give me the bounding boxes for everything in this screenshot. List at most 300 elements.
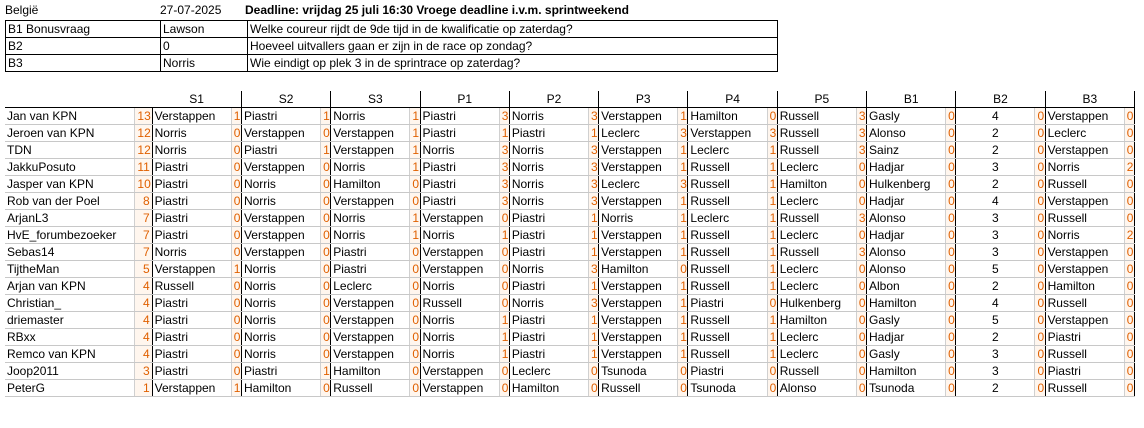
prediction-value: 2 — [956, 278, 1035, 295]
prediction-value: Norris — [241, 176, 320, 193]
prediction-points: 0 — [946, 142, 956, 159]
prediction-points: 3 — [499, 176, 509, 193]
prediction-value: Russell — [420, 295, 499, 312]
prediction-value: Norris — [241, 346, 320, 363]
prediction-value: Alonso — [867, 261, 946, 278]
prediction-value: Piastri — [331, 244, 410, 261]
prediction-points: 3 — [588, 159, 598, 176]
prediction-value: 2 — [956, 329, 1035, 346]
column-header-b3: B3 — [1045, 91, 1134, 108]
prediction-points: 0 — [410, 176, 420, 193]
prediction-value: Leclerc — [599, 176, 678, 193]
prediction-points: 0 — [1124, 295, 1134, 312]
player-row — [5, 227, 1135, 244]
prediction-value: Piastri — [420, 108, 499, 125]
prediction-points: 2 — [1124, 159, 1134, 176]
prediction-value: Hamilton — [1045, 278, 1124, 295]
prediction-points: 0 — [856, 295, 866, 312]
prediction-points: 3 — [856, 244, 866, 261]
player-name: driemaster — [5, 312, 135, 329]
prediction-value: Hamilton — [331, 363, 410, 380]
prediction-value: Verstappen — [420, 363, 499, 380]
prediction-value: Verstappen — [599, 295, 678, 312]
prediction-points: 0 — [231, 210, 241, 227]
prediction-value: Verstappen — [1045, 108, 1124, 125]
prediction-value: Piastri — [152, 346, 231, 363]
prediction-points: 0 — [678, 380, 688, 397]
prediction-points: 0 — [499, 278, 509, 295]
prediction-points: 1 — [499, 329, 509, 346]
prediction-points: 3 — [499, 193, 509, 210]
player-row — [5, 312, 1135, 329]
prediction-value: Leclerc — [777, 159, 856, 176]
player-row — [5, 125, 1135, 142]
prediction-points: 1 — [767, 210, 777, 227]
prediction-value: Verstappen — [420, 210, 499, 227]
player-name: Christian_ — [5, 295, 135, 312]
prediction-value: Norris — [1045, 159, 1124, 176]
prediction-value: Piastri — [152, 295, 231, 312]
prediction-points: 0 — [856, 312, 866, 329]
prediction-value: 4 — [956, 108, 1035, 125]
prediction-points: 3 — [588, 295, 598, 312]
player-name: RBxx — [5, 329, 135, 346]
prediction-points: 0 — [231, 125, 241, 142]
prediction-value: Gasly — [867, 108, 946, 125]
prediction-points: 3 — [588, 142, 598, 159]
prediction-points: 0 — [856, 193, 866, 210]
prediction-value: Verstappen — [152, 108, 231, 125]
prediction-points: 0 — [856, 346, 866, 363]
prediction-value: Piastri — [688, 363, 767, 380]
prediction-value: Tsunoda — [688, 380, 767, 397]
prediction-value: Verstappen — [599, 227, 678, 244]
country-label: België — [5, 3, 39, 17]
bonus-answer: 0 — [161, 38, 248, 55]
prediction-value: 4 — [956, 193, 1035, 210]
prediction-points: 0 — [678, 363, 688, 380]
prediction-value: Piastri — [509, 346, 588, 363]
column-header-b2: B2 — [956, 91, 1045, 108]
prediction-points: 1 — [678, 210, 688, 227]
prediction-value: Piastri — [152, 363, 231, 380]
prediction-points: 1 — [678, 278, 688, 295]
player-row — [5, 363, 1135, 380]
prediction-value: Leclerc — [777, 278, 856, 295]
prediction-value: 5 — [956, 261, 1035, 278]
prediction-value: Norris — [509, 159, 588, 176]
prediction-value: Norris — [420, 329, 499, 346]
prediction-value: 3 — [956, 210, 1035, 227]
prediction-points: 0 — [767, 108, 777, 125]
prediction-value: Piastri — [420, 176, 499, 193]
prediction-points: 1 — [678, 159, 688, 176]
prediction-points: 0 — [588, 363, 598, 380]
prediction-value: Verstappen — [331, 295, 410, 312]
prediction-points: 1 — [678, 346, 688, 363]
prediction-points: 0 — [856, 176, 866, 193]
prediction-points: 0 — [1124, 346, 1134, 363]
prediction-points: 1 — [231, 261, 241, 278]
player-total: 11 — [135, 159, 152, 176]
prediction-points: 1 — [678, 142, 688, 159]
prediction-value: Hadjar — [867, 329, 946, 346]
prediction-value: Hulkenberg — [777, 295, 856, 312]
prediction-value: Russell — [1045, 295, 1124, 312]
column-header-s3: S3 — [331, 91, 420, 108]
prediction-value: Hadjar — [867, 193, 946, 210]
prediction-points: 1 — [678, 193, 688, 210]
bonus-answer: Lawson — [161, 21, 248, 38]
prediction-points: 1 — [410, 159, 420, 176]
prediction-value: Russell — [1045, 380, 1124, 397]
prediction-points: 0 — [1124, 312, 1134, 329]
prediction-value: Verstappen — [331, 312, 410, 329]
prediction-points: 0 — [1124, 125, 1134, 142]
player-name: Jan van KPN — [5, 108, 135, 125]
player-row — [5, 193, 1135, 210]
bonus-code: B3 — [6, 55, 161, 72]
prediction-value: Verstappen — [420, 261, 499, 278]
player-total: 4 — [135, 278, 152, 295]
prediction-points: 0 — [321, 210, 331, 227]
prediction-points: 0 — [1035, 193, 1045, 210]
prediction-points: 1 — [767, 278, 777, 295]
prediction-value: Norris — [241, 193, 320, 210]
prediction-points: 0 — [856, 159, 866, 176]
prediction-value: Leclerc — [777, 329, 856, 346]
prediction-value: 3 — [956, 159, 1035, 176]
prediction-value: Piastri — [152, 312, 231, 329]
prediction-points: 0 — [856, 261, 866, 278]
prediction-value: Verstappen — [331, 125, 410, 142]
prediction-value: Piastri — [152, 210, 231, 227]
prediction-points: 0 — [410, 244, 420, 261]
prediction-points: 0 — [321, 295, 331, 312]
prediction-points: 0 — [856, 227, 866, 244]
prediction-points: 0 — [1035, 278, 1045, 295]
date-label: 27-07-2025 — [160, 3, 222, 17]
prediction-value: Verstappen — [152, 380, 231, 397]
player-name: HvE_forumbezoeker — [5, 227, 135, 244]
player-total: 7 — [135, 210, 152, 227]
prediction-points: 0 — [231, 363, 241, 380]
player-total: 5 — [135, 261, 152, 278]
prediction-value: Russell — [777, 142, 856, 159]
prediction-points: 0 — [321, 244, 331, 261]
prediction-points: 0 — [1124, 108, 1134, 125]
prediction-value: Russell — [1045, 346, 1124, 363]
prediction-points: 0 — [231, 244, 241, 261]
prediction-value: 2 — [956, 176, 1035, 193]
player-total: 4 — [135, 295, 152, 312]
player-row — [5, 108, 1135, 125]
prediction-points: 1 — [678, 108, 688, 125]
bonus-row — [6, 55, 778, 72]
column-header-b1: B1 — [867, 91, 956, 108]
prediction-value: Alonso — [867, 210, 946, 227]
prediction-points: 0 — [410, 346, 420, 363]
prediction-points: 0 — [1035, 210, 1045, 227]
prediction-points: 0 — [1035, 142, 1045, 159]
prediction-value: Norris — [509, 261, 588, 278]
prediction-points: 0 — [946, 261, 956, 278]
prediction-value: Russell — [777, 210, 856, 227]
prediction-points: 0 — [946, 176, 956, 193]
prediction-value: Piastri — [152, 227, 231, 244]
prediction-value: Hamilton — [867, 363, 946, 380]
player-name: Jeroen van KPN — [5, 125, 135, 142]
prediction-value: Russell — [688, 312, 767, 329]
prediction-points: 1 — [678, 312, 688, 329]
prediction-points: 1 — [410, 210, 420, 227]
prediction-value: Norris — [509, 142, 588, 159]
player-name: Remco van KPN — [5, 346, 135, 363]
prediction-value: Norris — [420, 312, 499, 329]
prediction-points: 0 — [1035, 227, 1045, 244]
prediction-points: 0 — [946, 278, 956, 295]
prediction-points: 0 — [410, 329, 420, 346]
prediction-points: 0 — [410, 278, 420, 295]
prediction-value: Hamilton — [777, 312, 856, 329]
prediction-points: 0 — [1124, 210, 1134, 227]
prediction-points: 0 — [946, 227, 956, 244]
bonus-question: Wie eindigt op plek 3 in de sprintrace op zaterdag? — [248, 55, 778, 72]
prediction-value: Norris — [420, 142, 499, 159]
prediction-points: 0 — [588, 380, 598, 397]
column-header-p2: P2 — [509, 91, 598, 108]
name-column-header — [5, 91, 152, 108]
prediction-value: Piastri — [509, 329, 588, 346]
prediction-points: 0 — [410, 380, 420, 397]
prediction-value: Verstappen — [152, 261, 231, 278]
prediction-value: Norris — [331, 210, 410, 227]
prediction-value: Russell — [688, 261, 767, 278]
bonus-questions-table — [5, 20, 778, 72]
prediction-points: 0 — [410, 295, 420, 312]
prediction-points: 0 — [1124, 363, 1134, 380]
prediction-value: Norris — [331, 159, 410, 176]
prediction-points: 1 — [767, 346, 777, 363]
player-total: 12 — [135, 125, 152, 142]
prediction-points: 0 — [1124, 244, 1134, 261]
player-total: 7 — [135, 244, 152, 261]
prediction-points: 1 — [410, 142, 420, 159]
prediction-points: 0 — [1035, 346, 1045, 363]
prediction-points: 0 — [499, 261, 509, 278]
bonus-question: Hoeveel uitvallers gaan er zijn in de race op zondag? — [248, 38, 778, 55]
player-row — [5, 176, 1135, 193]
bonus-question: Welke coureur rijdt de 9de tijd in de kwalificatie op zaterdag? — [248, 21, 778, 38]
prediction-value: Verstappen — [420, 380, 499, 397]
player-name: TDN — [5, 142, 135, 159]
column-header-s1: S1 — [152, 91, 241, 108]
prediction-points: 1 — [499, 125, 509, 142]
prediction-value: Norris — [152, 142, 231, 159]
prediction-points: 0 — [499, 380, 509, 397]
prediction-value: Piastri — [420, 125, 499, 142]
prediction-value: Piastri — [509, 278, 588, 295]
player-total: 7 — [135, 227, 152, 244]
prediction-value: Russell — [777, 108, 856, 125]
player-row — [5, 295, 1135, 312]
prediction-points: 0 — [1035, 380, 1045, 397]
prediction-value: Leclerc — [688, 142, 767, 159]
prediction-points: 0 — [946, 244, 956, 261]
player-name: PeterG — [5, 380, 135, 397]
prediction-points: 1 — [588, 210, 598, 227]
player-name: Sebas14 — [5, 244, 135, 261]
prediction-points: 0 — [1035, 176, 1045, 193]
prediction-value: Hamilton — [867, 295, 946, 312]
prediction-value: 5 — [956, 312, 1035, 329]
prediction-points: 0 — [231, 329, 241, 346]
prediction-value: Verstappen — [1045, 261, 1124, 278]
prediction-points: 0 — [856, 380, 866, 397]
prediction-value: Hamilton — [688, 108, 767, 125]
prediction-value: Piastri — [331, 261, 410, 278]
prediction-points: 0 — [856, 363, 866, 380]
prediction-value: Norris — [509, 295, 588, 312]
prediction-points: 3 — [588, 193, 598, 210]
prediction-value: Piastri — [152, 329, 231, 346]
prediction-value: Russell — [331, 380, 410, 397]
prediction-value: Verstappen — [331, 142, 410, 159]
prediction-value: Sainz — [867, 142, 946, 159]
prediction-value: Norris — [331, 108, 410, 125]
prediction-value: Russell — [1045, 176, 1124, 193]
prediction-value: Norris — [599, 210, 678, 227]
prediction-points: 0 — [1124, 142, 1134, 159]
prediction-value: Norris — [509, 176, 588, 193]
prediction-points: 0 — [231, 227, 241, 244]
prediction-points: 0 — [1124, 329, 1134, 346]
prediction-points: 0 — [231, 312, 241, 329]
bonus-row — [6, 38, 778, 55]
prediction-value: Norris — [152, 125, 231, 142]
prediction-value: Piastri — [509, 227, 588, 244]
prediction-points: 1 — [321, 108, 331, 125]
prediction-value: Norris — [241, 312, 320, 329]
prediction-value: Leclerc — [777, 261, 856, 278]
prediction-value: Verstappen — [1045, 244, 1124, 261]
prediction-value: Hamilton — [509, 380, 588, 397]
prediction-points: 1 — [767, 193, 777, 210]
column-header-p5: P5 — [777, 91, 866, 108]
prediction-points: 0 — [946, 295, 956, 312]
prediction-points: 0 — [1035, 244, 1045, 261]
player-row — [5, 278, 1135, 295]
prediction-points: 0 — [1035, 125, 1045, 142]
prediction-points: 3 — [588, 108, 598, 125]
player-total: 1 — [135, 380, 152, 397]
prediction-value: Verstappen — [241, 125, 320, 142]
prediction-points: 1 — [588, 278, 598, 295]
prediction-points: 0 — [321, 329, 331, 346]
player-row — [5, 142, 1135, 159]
player-total: 3 — [135, 363, 152, 380]
prediction-points: 1 — [321, 363, 331, 380]
prediction-value: Norris — [420, 278, 499, 295]
prediction-points: 0 — [321, 193, 331, 210]
prediction-points: 1 — [678, 295, 688, 312]
column-header-p3: P3 — [599, 91, 688, 108]
prediction-value: 2 — [956, 142, 1035, 159]
prediction-points: 0 — [321, 176, 331, 193]
prediction-value: 3 — [956, 244, 1035, 261]
prediction-points: 0 — [499, 210, 509, 227]
prediction-points: 0 — [321, 159, 331, 176]
prediction-value: Russell — [599, 380, 678, 397]
prediction-points: 1 — [767, 312, 777, 329]
prediction-value: Russell — [777, 244, 856, 261]
prediction-points: 1 — [231, 108, 241, 125]
prediction-points: 0 — [1124, 380, 1134, 397]
player-total: 10 — [135, 176, 152, 193]
player-row — [5, 329, 1135, 346]
prediction-points: 1 — [588, 227, 598, 244]
prediction-value: Norris — [241, 261, 320, 278]
prediction-points: 1 — [678, 244, 688, 261]
prediction-points: 0 — [321, 261, 331, 278]
prediction-value: Piastri — [1045, 363, 1124, 380]
player-row — [5, 210, 1135, 227]
prediction-value: Hulkenberg — [867, 176, 946, 193]
prediction-points: 3 — [767, 125, 777, 142]
prediction-value: Russell — [688, 227, 767, 244]
prediction-points: 1 — [321, 142, 331, 159]
prediction-value: Piastri — [152, 176, 231, 193]
prediction-points: 1 — [767, 244, 777, 261]
prediction-points: 1 — [767, 227, 777, 244]
player-name: Arjan van KPN — [5, 278, 135, 295]
prediction-points: 1 — [499, 312, 509, 329]
player-row — [5, 346, 1135, 363]
prediction-value: 3 — [956, 346, 1035, 363]
player-total: 4 — [135, 329, 152, 346]
prediction-points: 0 — [946, 193, 956, 210]
prediction-value: Verstappen — [688, 125, 767, 142]
scores-table — [5, 91, 1135, 397]
prediction-points: 0 — [499, 363, 509, 380]
prediction-value: Hadjar — [867, 227, 946, 244]
prediction-points: 0 — [1035, 363, 1045, 380]
prediction-points: 1 — [588, 244, 598, 261]
prediction-points: 0 — [946, 329, 956, 346]
prediction-points: 0 — [1124, 193, 1134, 210]
prediction-value: Verstappen — [241, 227, 320, 244]
prediction-points: 0 — [1035, 108, 1045, 125]
prediction-value: Hadjar — [867, 159, 946, 176]
prediction-value: Gasly — [867, 346, 946, 363]
prediction-value: Leclerc — [599, 125, 678, 142]
prediction-points: 0 — [767, 295, 777, 312]
prediction-points: 0 — [321, 346, 331, 363]
prediction-value: Norris — [509, 193, 588, 210]
prediction-value: Leclerc — [777, 346, 856, 363]
prediction-value: Verstappen — [331, 346, 410, 363]
bonus-row — [6, 21, 778, 38]
prediction-points: 0 — [1035, 312, 1045, 329]
prediction-points: 0 — [499, 295, 509, 312]
prediction-value: Leclerc — [777, 227, 856, 244]
prediction-points: 1 — [588, 125, 598, 142]
prediction-value: Leclerc — [688, 210, 767, 227]
prediction-value: Alonso — [867, 244, 946, 261]
prediction-points: 0 — [946, 380, 956, 397]
prediction-points: 1 — [767, 159, 777, 176]
prediction-value: Russell — [688, 193, 767, 210]
